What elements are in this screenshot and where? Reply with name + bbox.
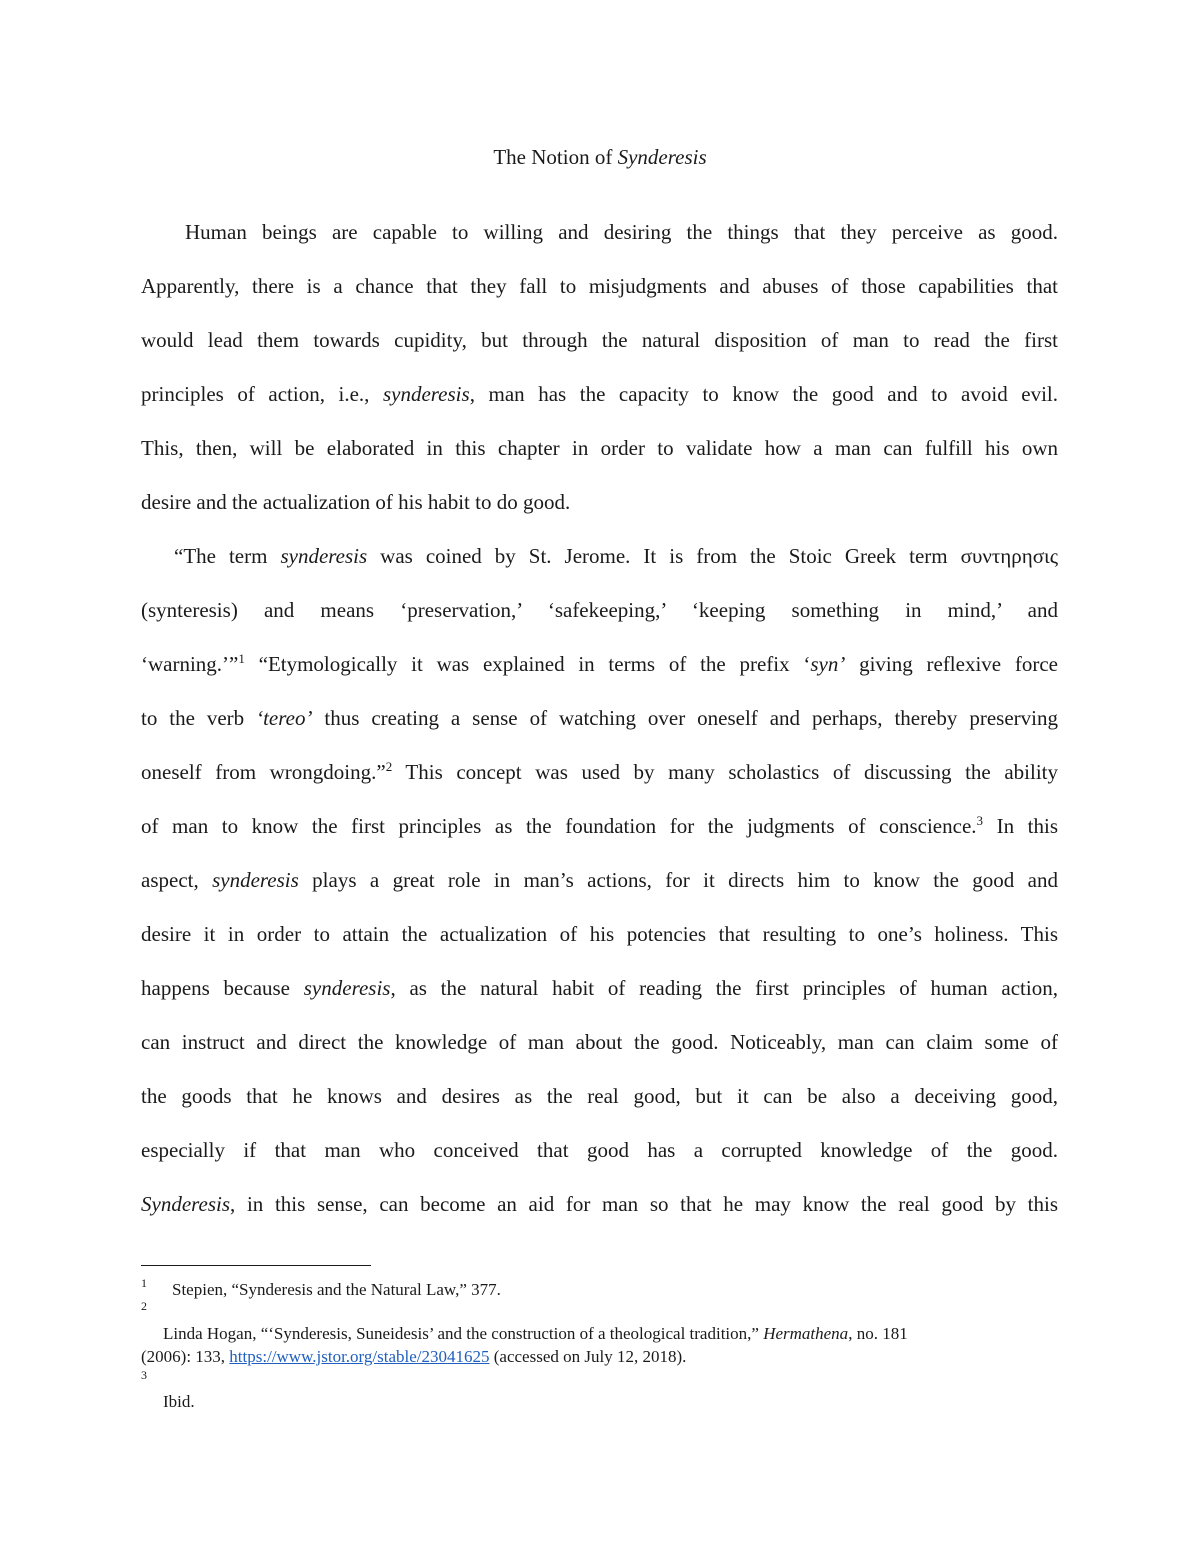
para1-line-3: would lead them towards cupidity, but through the natural disposition of man to read the first	[141, 328, 1058, 352]
title-text: The Notion of	[493, 145, 618, 169]
text-run: Linda Hogan, “‘Synderesis, Suneidesis’ and the construction of a theological tradition,”	[163, 1324, 764, 1343]
page-title	[0, 142, 1200, 172]
para2-line-12: especially if that man who conceived that good has a corrupted knowledge of the good.	[141, 1138, 1058, 1162]
text-run: , no. 181	[848, 1324, 908, 1343]
italic-term: syn’	[810, 652, 846, 676]
text-run: “Etymologically it was explained in terms of the prefix ‘	[244, 652, 811, 676]
para2-line-9	[141, 973, 1058, 1003]
para2-line-2: (synteresis) and means ‘preservation,’ ‘safekeeping,’ ‘keeping something in mind,’ and	[141, 598, 1058, 622]
journal-title: Hermathena	[763, 1324, 849, 1343]
para2-line-3	[141, 649, 1058, 679]
text-run: principles of action, i.e.,	[141, 382, 383, 406]
text-run: to the verb	[141, 706, 257, 730]
footnote-3: Ibid.	[163, 1392, 195, 1411]
footnote-ref-1[interactable]: 1	[238, 651, 245, 666]
para2-line-4	[141, 703, 1058, 733]
text-run: This concept was used by many scholastics of discussing the ability	[392, 760, 1058, 784]
text-run: aspect,	[141, 868, 213, 892]
para1-line-5: This, then, will be elaborated in this chapter in order to validate how a man can fulfill his own	[141, 436, 1058, 460]
jstor-link[interactable]: https://www.jstor.org/stable/23041625	[229, 1347, 490, 1366]
italic-term: synderesis	[303, 976, 391, 1000]
para1-line-1: Human beings are capable to willing and desiring the things that they perceive as good.	[185, 220, 1058, 244]
para1-line-4	[141, 379, 1058, 409]
footnote-2-line-1	[163, 1323, 908, 1345]
italic-term: synderesis	[212, 868, 299, 892]
footnote-number-3: 3	[141, 1368, 147, 1382]
text-run: , in this sense, can become an aid for man so that he may know the real good by this	[230, 1192, 1058, 1216]
para2-line-13	[141, 1189, 1058, 1219]
para2-line-7	[141, 865, 1058, 895]
italic-term: Synderesis	[141, 1192, 231, 1216]
para2-line-10: can instruct and direct the knowledge of man about the good. Noticeably, man can claim some of	[141, 1030, 1058, 1054]
text-run: was coined by St. Jerome. It is from the Stoic Greek term συντηρησις	[367, 544, 1059, 568]
para2-line-1	[174, 541, 1058, 571]
para2-line-8: desire it in order to attain the actualization of his potencies that resulting to one’s holiness. This	[141, 922, 1058, 946]
footnote-ref-3[interactable]: 3	[976, 813, 984, 828]
italic-term: synderesis	[382, 382, 470, 406]
footnote-2-line-2	[141, 1346, 686, 1368]
text-run: ‘warning.’”	[141, 652, 239, 676]
italic-term: synderesis	[280, 544, 368, 568]
para2-line-6	[141, 811, 1058, 841]
footnote-separator	[141, 1265, 371, 1266]
text-run: thus creating a sense of watching over oneself and perhaps, thereby preserving	[312, 706, 1058, 730]
para2-line-5	[141, 757, 1058, 787]
text-run: giving reflexive force	[845, 652, 1058, 676]
footnote-number-1: 1	[141, 1276, 147, 1290]
footnote-number-2: 2	[141, 1299, 147, 1313]
para1-line-2: Apparently, there is a chance that they fall to misjudgments and abuses of those capabilities that	[141, 274, 1058, 298]
title-italic: Synderesis	[617, 145, 707, 169]
italic-term: ‘tereo’	[256, 706, 313, 730]
footnote-1: Stepien, “Synderesis and the Natural Law,” 377.	[172, 1280, 501, 1299]
para2-line-11: the goods that he knows and desires as the real good, but it can be also a deceiving good,	[141, 1084, 1058, 1108]
text-run: “The term	[174, 544, 281, 568]
footnote-ref-2[interactable]: 2	[385, 759, 393, 774]
para1-line-6: desire and the actualization of his habit to do good.	[141, 490, 571, 514]
text-run: oneself from wrongdoing.”	[141, 760, 386, 784]
text-run: of man to know the first principles as the foundation for the judgments of conscience.	[141, 814, 977, 838]
text-run: plays a great role in man’s actions, for it directs him to know the good and	[298, 868, 1058, 892]
text-run: happens because	[141, 976, 304, 1000]
text-run: (2006): 133,	[141, 1347, 230, 1366]
text-run: , as the natural habit of reading the first principles of human action,	[390, 976, 1058, 1000]
text-run: In this	[983, 814, 1058, 838]
text-run: , man has the capacity to know the good and to avoid evil.	[469, 382, 1058, 406]
text-run: (accessed on July 12, 2018).	[489, 1347, 687, 1366]
